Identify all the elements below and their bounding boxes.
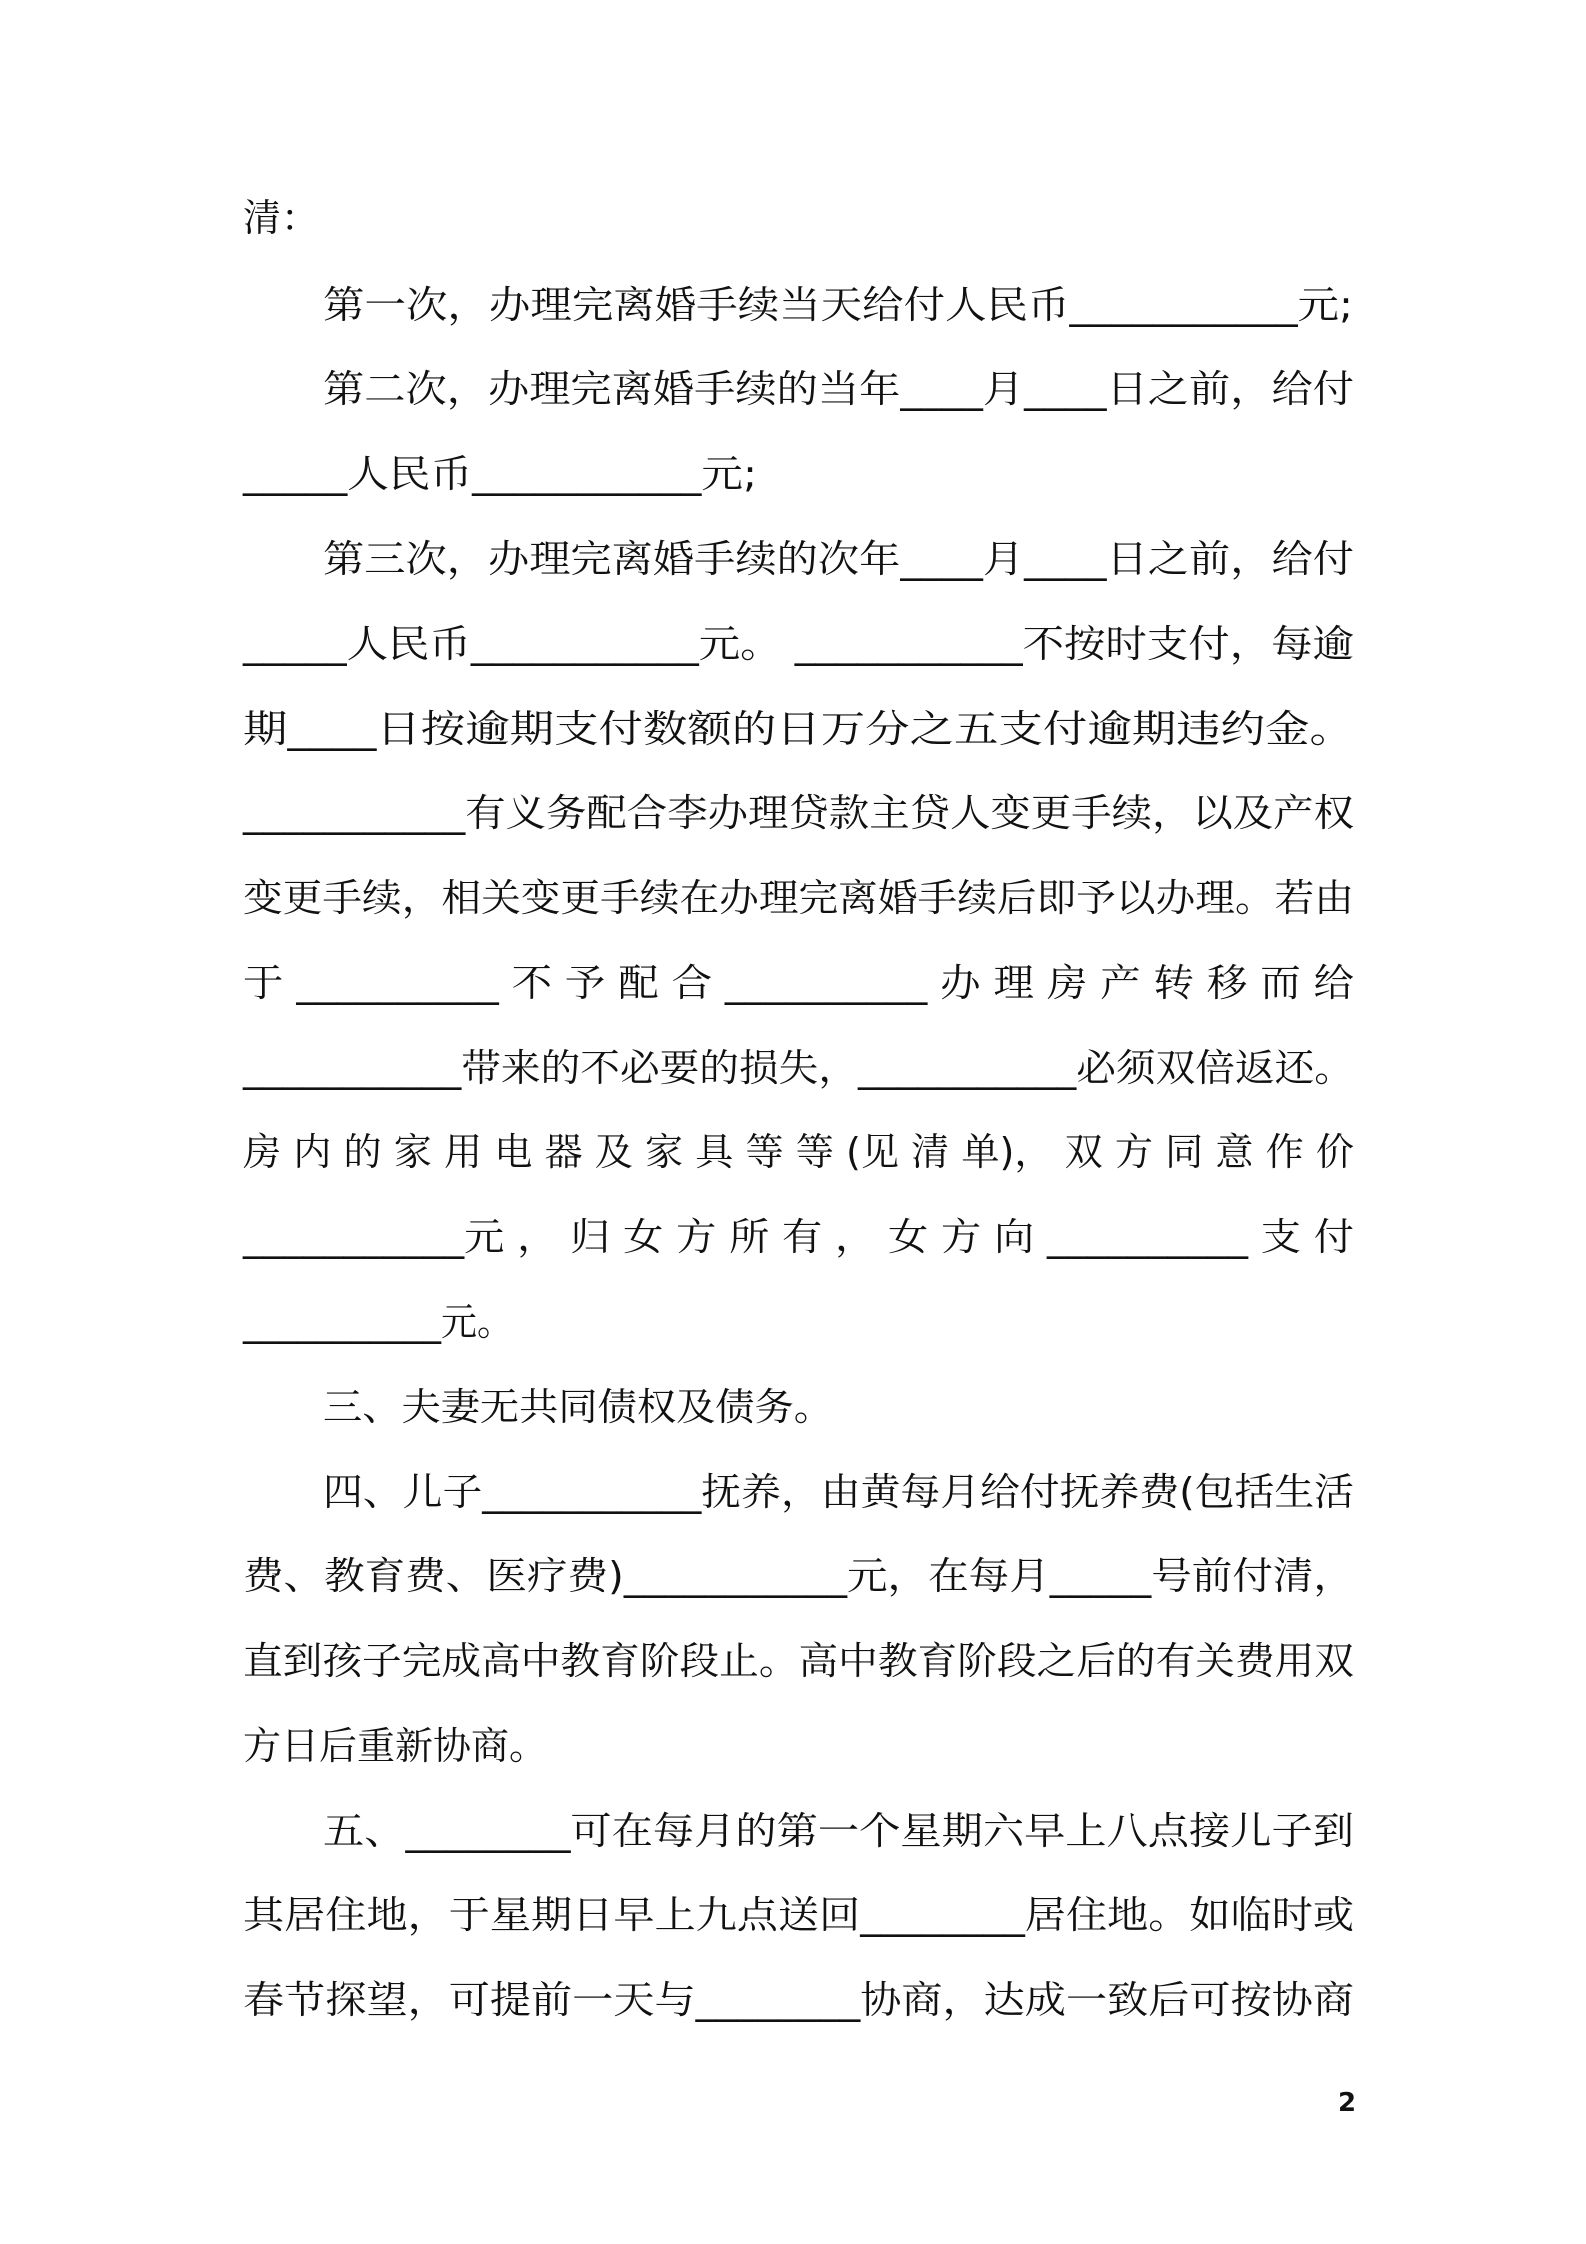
- text-line: [0, 870, 1586, 930]
- line-text: ___________有义务配合李办理贷款主贷人变更手续，以及产权: [243, 791, 1354, 835]
- line-text: ___________元 ， 归 女 方 所 有 ， 女 方 向 __________ 支 付: [243, 1215, 1354, 1259]
- line-text: 四、儿子___________抚养，由黄每月给付抚养费(包括生活: [323, 1470, 1354, 1514]
- text-line: [0, 1972, 1586, 2032]
- line-text: 第三次，办理完离婚手续的次年____月____日之前，给付: [323, 537, 1354, 581]
- line-text: 直到孩子完成高中教育阶段止。高中教育阶段之后的有关费用双: [243, 1639, 1354, 1683]
- text-line: [0, 190, 1586, 250]
- text-line: [0, 785, 1586, 845]
- line-text: 于 __________ 不 予 配 合 __________ 办 理 房 产 转 移 而 给: [243, 961, 1354, 1005]
- line-text: 费、教育费、医疗费)___________元，在每月_____号前付清，: [243, 1554, 1354, 1598]
- line-text: 清：: [243, 196, 320, 240]
- page-number: 2: [1338, 2088, 1357, 2118]
- line-text: 期____日按逾期支付数额的日万分之五支付逾期违约金。: [243, 707, 1354, 751]
- text-line: [0, 277, 1586, 337]
- text-line: [0, 1124, 1586, 1184]
- text-line: [0, 1803, 1586, 1863]
- text-line: [0, 361, 1586, 421]
- line-text: 三、夫妻无共同债权及债务。: [323, 1385, 833, 1429]
- line-text: 春节探望，可提前一天与________协商，达成一致后可按协商: [243, 1978, 1354, 2022]
- text-line: [0, 446, 1586, 506]
- line-text: 房 内 的 家 用 电 器 及 家 具 等 等 (见 清 单)， 双 方 同 意 作 价: [243, 1130, 1354, 1174]
- text-line: [0, 701, 1586, 761]
- text-line: [0, 1379, 1586, 1439]
- text-line: [0, 531, 1586, 591]
- text-line: [0, 1633, 1586, 1693]
- text-line: [0, 1209, 1586, 1269]
- line-text: _____人民币___________元。 ___________不按时支付，每逾: [243, 622, 1354, 666]
- line-text: 其居住地，于星期日早上九点送回________居住地。如临时或: [243, 1893, 1354, 1937]
- line-text: 五、________可在每月的第一个星期六早上八点接儿子到: [323, 1809, 1354, 1853]
- line-text: ___________元。: [243, 1300, 513, 1344]
- text-line: [0, 1040, 1586, 1100]
- line-text: ___________带来的不必要的损失，___________必须双倍返还。: [243, 1046, 1354, 1090]
- text-line: [0, 1464, 1586, 1524]
- text-line: [0, 616, 1586, 676]
- text-line: [0, 955, 1586, 1015]
- text-line: [0, 1294, 1586, 1354]
- text-line: [0, 1887, 1586, 1947]
- text-line: [0, 1718, 1586, 1778]
- line-text: 方日后重新协商。: [243, 1724, 548, 1768]
- line-text: 第一次，办理完离婚手续当天给付人民币___________元;: [323, 283, 1353, 327]
- line-text: _____人民币___________元;: [243, 452, 757, 496]
- line-text: 第二次，办理完离婚手续的当年____月____日之前，给付: [323, 367, 1354, 411]
- text-line: [0, 1548, 1586, 1608]
- line-text: 变更手续，相关变更手续在办理完离婚手续后即予以办理。若由: [243, 876, 1354, 920]
